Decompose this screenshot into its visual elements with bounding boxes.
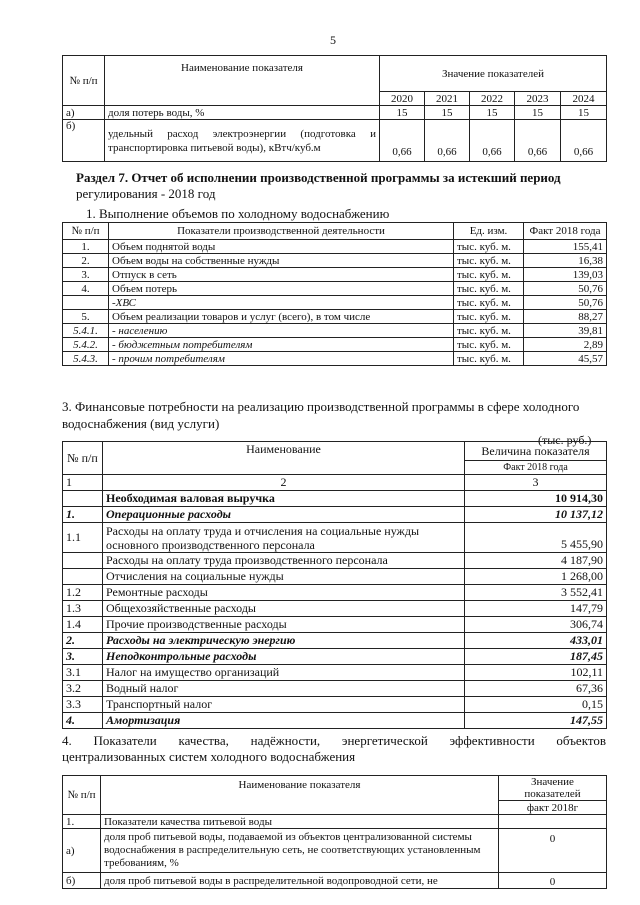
table-row [63, 665, 607, 681]
row-name: Общехозяйственные расходы [103, 601, 465, 617]
row-value: 306,74 [465, 617, 607, 633]
header-unit: Ед. изм. [454, 223, 524, 240]
row-num: 2. [63, 254, 109, 268]
section4-title: 4. Показатели качества, надёжности, энергетической эффективности объектов [62, 733, 606, 748]
row-fact: 2,89 [524, 338, 607, 352]
table-row [63, 569, 607, 585]
row-name: Объем воды на собственные нужды [109, 254, 454, 268]
table-row [63, 553, 607, 569]
row-num: 3.3 [63, 697, 103, 713]
row-value: 3 552,41 [465, 585, 607, 601]
table-row [63, 713, 607, 729]
row-num: 5.4.1. [63, 324, 109, 338]
financial-needs-table [62, 441, 607, 729]
section4-title-line2: централизованных систем холодного водоснабжения [62, 749, 356, 764]
table-row [63, 873, 607, 889]
row-num: 3. [63, 649, 103, 665]
header-num: № п/п [63, 56, 105, 106]
row-value: 147,55 [465, 713, 607, 729]
section7-title-line2: регулирования - 2018 год [76, 186, 216, 201]
row-num: 1.4 [63, 617, 103, 633]
header-num: № п/п [63, 223, 109, 240]
row-name: Налог на имущество организаций [103, 665, 465, 681]
row-unit: тыс. куб. м. [454, 338, 524, 352]
table-row [63, 633, 607, 649]
row-name: Объем потерь [109, 282, 454, 296]
row-num: 3.1 [63, 665, 103, 681]
row-unit: тыс. куб. м. [454, 282, 524, 296]
table-row [63, 282, 607, 296]
row-num: 4. [63, 713, 103, 729]
row-num: 1.2 [63, 585, 103, 601]
row-num: 5.4.2. [63, 338, 109, 352]
row-fact: 50,76 [524, 296, 607, 310]
row-fact: 45,57 [524, 352, 607, 366]
target-indicators-table [62, 55, 607, 162]
header-value: Величина показателя [465, 442, 607, 461]
table-row [63, 681, 607, 697]
row-name: Расходы на оплату труда производственного персонала [103, 553, 465, 569]
row-name: - прочим потребителям [109, 352, 454, 366]
header-num: № п/п [63, 776, 101, 815]
row-unit: тыс. куб. м. [454, 240, 524, 254]
row-name: Объем реализации товаров и услуг (всего), в том числе [109, 310, 454, 324]
row-value: 10 137,12 [465, 507, 607, 523]
col-num-cell: 3 [465, 475, 607, 491]
row-name: Ремонтные расходы [103, 585, 465, 601]
row-unit: тыс. куб. м. [454, 268, 524, 282]
section3-title: 3. Финансовые потребности на реализацию производственной программы в сфере холодного [62, 399, 580, 414]
value-cell: 0,66 [425, 120, 470, 162]
row-name: Расходы на электрическую энергию [103, 633, 465, 649]
table-row [63, 697, 607, 713]
value-cell: 15 [425, 106, 470, 120]
row-name: доля проб питьевой воды, подаваемой из объектов централизованной системы водоснабжения в распределительную сеть, не соответствующих установленным требованиям, % [101, 829, 499, 873]
page-number: 5 [330, 33, 336, 47]
row-fact: 39,81 [524, 324, 607, 338]
table-row [63, 338, 607, 352]
header-values: Значение показателей [380, 56, 607, 92]
table-row [63, 324, 607, 338]
header-num: № п/п [63, 442, 103, 475]
row-unit: тыс. куб. м. [454, 310, 524, 324]
row-name: Объем поднятой воды [109, 240, 454, 254]
row-fact: 155,41 [524, 240, 607, 254]
row-name: доля потерь воды, % [105, 106, 380, 120]
row-num [63, 569, 103, 585]
year-cell: 2022 [470, 92, 515, 106]
table-row [63, 254, 607, 268]
row-fact: 16,38 [524, 254, 607, 268]
value-cell: 15 [470, 106, 515, 120]
row-unit: тыс. куб. м. [454, 296, 524, 310]
row-num [63, 491, 103, 507]
table-row [63, 240, 607, 254]
row-num: б) [63, 120, 105, 162]
row-num: б) [63, 873, 101, 889]
value-cell: 15 [380, 106, 425, 120]
row-name: Отпуск в сеть [109, 268, 454, 282]
row-num: 5.4.3. [63, 352, 109, 366]
row-value: 0,15 [465, 697, 607, 713]
header-name: Наименование показателя [105, 56, 380, 106]
table-row [63, 649, 607, 665]
row-num: 1.1 [63, 523, 103, 553]
row-name: Транспортный налог [103, 697, 465, 713]
section7-item1: 1. Выполнение объемов по холодному водоснабжению [86, 206, 390, 221]
year-cell: 2023 [515, 92, 561, 106]
row-value [499, 815, 607, 829]
row-unit: тыс. куб. м. [454, 324, 524, 338]
row-num: 3. [63, 268, 109, 282]
row-name: Показатели качества питьевой воды [101, 815, 499, 829]
table-row [63, 491, 607, 507]
row-num: а) [63, 829, 101, 873]
header-fact: Факт 2018 года [524, 223, 607, 240]
row-num: 3.2 [63, 681, 103, 697]
row-num [63, 296, 109, 310]
year-cell: 2024 [561, 92, 607, 106]
row-num: 1. [63, 507, 103, 523]
value-cell: 15 [515, 106, 561, 120]
value-cell: 0,66 [470, 120, 515, 162]
row-unit: тыс. куб. м. [454, 254, 524, 268]
row-name: Расходы на оплату труда и отчисления на социальные нужды основного производственного персонала [103, 523, 465, 553]
row-value: 1 268,00 [465, 569, 607, 585]
unit-note: (тыс. руб.) [538, 433, 592, 447]
row-num: 1. [63, 815, 101, 829]
header-value: Значение показателей [499, 776, 607, 801]
table-row [63, 268, 607, 282]
row-num: 1.3 [63, 601, 103, 617]
header-name: Показатели производственной деятельности [109, 223, 454, 240]
table-row [63, 617, 607, 633]
row-value: 4 187,90 [465, 553, 607, 569]
row-value: 0 [499, 873, 607, 889]
value-cell: 0,66 [561, 120, 607, 162]
value-cell: 15 [561, 106, 607, 120]
row-name: Водный налог [103, 681, 465, 697]
row-value: 102,11 [465, 665, 607, 681]
section7-title: Раздел 7. Отчет об исполнении производственной программы за истекший период [76, 170, 561, 185]
table-row [63, 352, 607, 366]
row-value: 5 455,90 [465, 523, 607, 553]
section3-title-line2: водоснабжения (вид услуги) [62, 416, 220, 431]
header-fact: Факт 2018 года [465, 461, 607, 475]
table-row [63, 829, 607, 873]
row-num [63, 553, 103, 569]
row-num: 4. [63, 282, 109, 296]
row-name: Отчисления на социальные нужды [103, 569, 465, 585]
table-row [63, 296, 607, 310]
table-row [63, 523, 607, 553]
row-value: 433,01 [465, 633, 607, 649]
row-name: Операционные расходы [103, 507, 465, 523]
header-name: Наименование показателя [101, 776, 499, 815]
row-fact: 50,76 [524, 282, 607, 296]
row-name: - бюджетным потребителям [109, 338, 454, 352]
row-value: 0 [499, 829, 607, 873]
row-name: Необходимая валовая выручка [103, 491, 465, 507]
value-cell: 0,66 [515, 120, 561, 162]
col-num-cell: 1 [63, 475, 103, 491]
production-volumes-table [62, 222, 607, 366]
row-value: 147,79 [465, 601, 607, 617]
row-name: удельный расход электроэнергии (подготовка и транспортировка питьевой воды), кВтч/куб.м [105, 120, 380, 162]
row-fact: 88,27 [524, 310, 607, 324]
row-num: 5. [63, 310, 109, 324]
table-row [63, 507, 607, 523]
table-row [63, 310, 607, 324]
row-name: Прочие производственные расходы [103, 617, 465, 633]
year-cell: 2020 [380, 92, 425, 106]
table-row [63, 815, 607, 829]
row-name: Неподконтрольные расходы [103, 649, 465, 665]
row-unit: тыс. куб. м. [454, 352, 524, 366]
table-row [63, 601, 607, 617]
table-row [63, 585, 607, 601]
col-num-cell: 2 [103, 475, 465, 491]
header-name: Наименование [103, 442, 465, 475]
row-fact: 139,03 [524, 268, 607, 282]
row-name: доля проб питьевой воды в распределительной водопроводной сети, не [101, 873, 499, 889]
row-name: Амортизация [103, 713, 465, 729]
row-num: 2. [63, 633, 103, 649]
value-cell: 0,66 [380, 120, 425, 162]
row-num: 1. [63, 240, 109, 254]
row-num: а) [63, 106, 105, 120]
quality-indicators-table [62, 775, 607, 889]
header-fact: факт 2018г [499, 801, 607, 815]
row-value: 67,36 [465, 681, 607, 697]
table-row [63, 120, 607, 162]
row-name: -ХВС [109, 296, 454, 310]
year-cell: 2021 [425, 92, 470, 106]
table-row [63, 106, 607, 120]
row-value: 10 914,30 [465, 491, 607, 507]
row-value: 187,45 [465, 649, 607, 665]
row-name: - населению [109, 324, 454, 338]
